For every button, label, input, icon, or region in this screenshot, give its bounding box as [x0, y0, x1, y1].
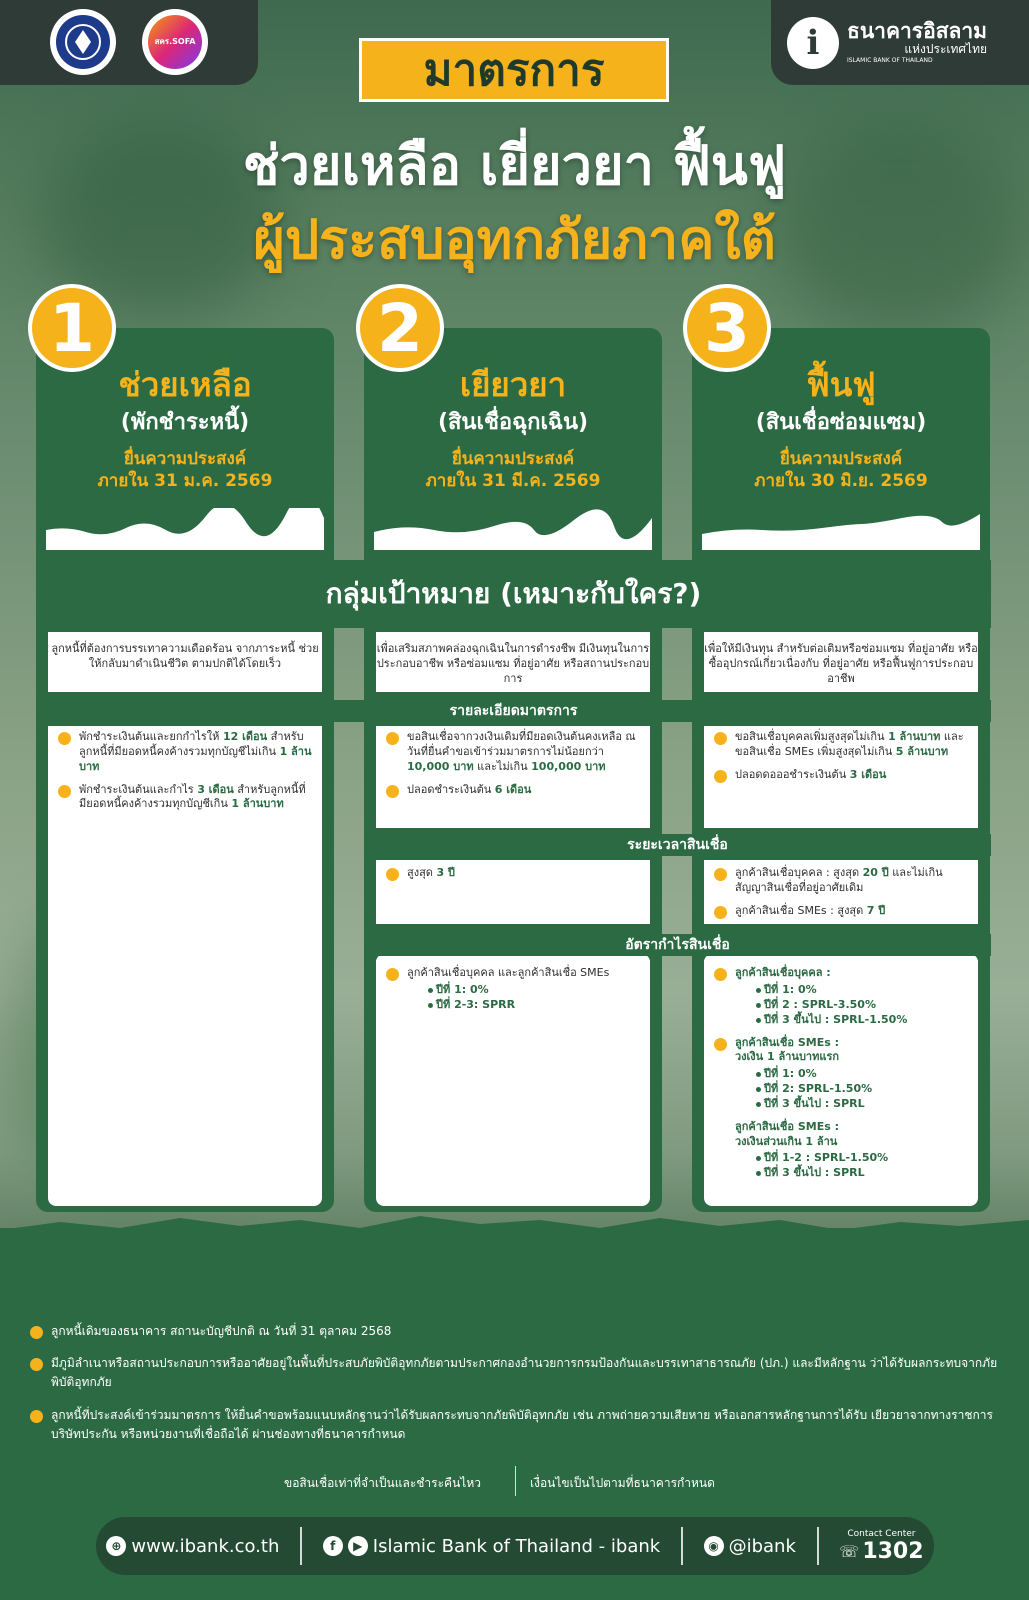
- rate-value: ปีที่ 2: SPRL-1.50%: [764, 1082, 873, 1096]
- bank-name-th-2: แห่งประเทศไทย: [904, 42, 988, 57]
- list-item: [714, 966, 968, 981]
- details-cell: [376, 726, 650, 828]
- youtube-icon: ▶: [348, 1536, 368, 1556]
- detail-text: ปลอดชำระเงินต้น: [407, 782, 495, 796]
- rate-sub-item: [756, 983, 968, 998]
- target-text: เพื่อให้มีเงินทุน สำหรับต่อเติมหรือซ่อมแซม ที่อยู่อาศัย หรือซื้ออุปกรณ์เกี่ยวเนื่องกับ ที่อยู่อาศัย หรือฟื้นฟูการประกอบอาชีพ: [704, 632, 978, 692]
- apply-label: ยื่นความประสงค์: [123, 449, 247, 469]
- line-text: @ibank: [728, 1535, 796, 1557]
- rate-value: ปีที่ 1: 0%: [436, 983, 489, 996]
- bullet-dot: [756, 1003, 761, 1008]
- card-subtitle: (พักชำระหนี้): [120, 410, 250, 435]
- card-number-badge: 3: [683, 284, 771, 372]
- phone-icon: ☏: [839, 1541, 860, 1561]
- rate-value: ปีที่ 2 : SPRL-3.50%: [764, 997, 876, 1011]
- bullet-icon: [30, 1358, 43, 1371]
- detail-text: และไม่เกินสัญญาสินเชื่อที่อยู่อาศัยเดิม: [735, 866, 943, 894]
- rate-sub-item: [756, 1151, 968, 1166]
- ministry-of-finance-logo: [50, 9, 116, 75]
- bank-logo-icon: [787, 17, 839, 69]
- deadline-text: ภายใน 30 มิ.ย. 2569: [754, 471, 928, 492]
- bullet-icon: [30, 1326, 43, 1339]
- detail-text: พักชำระเงินต้นและยกกำไรให้: [79, 730, 223, 743]
- period-cell: [704, 860, 978, 924]
- list-item: [58, 783, 312, 813]
- target-group-heading: กลุ่มเป้าหมาย (เหมาะกับใคร?): [36, 560, 991, 628]
- target-text: ลูกหนี้ที่ต้องการบรรเทาความเดือดร้อน จากภาระหนี้ ช่วยให้กลับมาดำเนินชีวิต ตามปกติได้โดยเร็ว: [48, 632, 322, 692]
- list-item: [58, 730, 312, 775]
- details-cell: [704, 726, 978, 828]
- bullet-icon: [386, 732, 399, 745]
- condition-item: [30, 1406, 1000, 1444]
- card-deadline: [692, 448, 990, 492]
- bullet-icon: [30, 1410, 43, 1423]
- detail-text: และไม่เกิน: [473, 759, 532, 773]
- card-title: ฟื้นฟู: [806, 365, 876, 404]
- bank-name-en: ISLAMIC BANK OF THAILAND: [847, 56, 933, 64]
- bullet-dot: [756, 988, 761, 993]
- detail-highlight: 1 ล้านบาท: [888, 730, 941, 743]
- rate-cell: [704, 960, 978, 1206]
- card-deadline: [36, 448, 334, 492]
- contact-center-label: Contact Center: [847, 1528, 916, 1539]
- detail-highlight: 100,000 บาท: [531, 759, 606, 773]
- target-text: เพื่อเสริมสภาพคล่องฉุกเฉินในการดำรงชีพ มีเงินทุนในการประกอบอาชีพ หรือซ่อมแซม ที่อยู่อาศัย หรือสถานประกอบการ: [376, 632, 650, 692]
- list-item: [714, 768, 968, 783]
- bullet-icon: [386, 968, 399, 981]
- bullet-dot: [428, 1003, 433, 1008]
- website-text: www.ibank.co.th: [131, 1535, 280, 1557]
- contact-center-number: [839, 1539, 923, 1564]
- contact-number-text: 1302: [862, 1538, 924, 1564]
- bullet-dot: [756, 1072, 761, 1077]
- bullet-icon: [714, 1038, 727, 1051]
- card-number-badge: 2: [356, 284, 444, 372]
- detail-highlight: 1 ล้านบาท: [79, 744, 312, 773]
- detail-text: พักชำระเงินต้นและกำไร: [79, 782, 198, 796]
- bullet-icon: [714, 968, 727, 981]
- divider: [515, 1466, 516, 1496]
- bullet-dot: [756, 1087, 761, 1092]
- detail-text: ลูกค้าสินเชื่อบุคคล : สูงสุด: [735, 866, 863, 879]
- condition-text: ลูกหนี้เดิมของธนาคาร สถานะบัญชีปกติ ณ วันที่ 31 ตุลาคม 2568: [51, 1324, 392, 1338]
- period-cell: [376, 860, 650, 924]
- bullet-icon: [714, 906, 727, 919]
- measures-tag: มาตรการ: [359, 38, 669, 102]
- line-link[interactable]: [704, 1536, 796, 1557]
- rate-head-2: วงเงินส่วนเกิน 1 ล้าน: [735, 1134, 838, 1148]
- detail-highlight: 12 เดือน: [222, 730, 268, 743]
- list-item: [714, 866, 968, 896]
- bank-logo-mark: i: [806, 22, 820, 63]
- list-item: [714, 730, 968, 760]
- ministry-of-finance-seal: [56, 15, 110, 69]
- rate-head: ลูกค้าสินเชื่อบุคคล :: [735, 966, 831, 979]
- deadline-text: ภายใน 31 ม.ค. 2569: [97, 471, 273, 492]
- rate-sub-item: [428, 983, 640, 998]
- details-cell: [48, 726, 322, 1206]
- main-subtitle: ผู้ประสบอุทกภัยภาคใต้: [253, 208, 776, 271]
- rate-value: ปีที่ 3 ขึ้นไป : SPRL-1.50%: [764, 1012, 908, 1026]
- bullet-dot: [756, 1102, 761, 1107]
- list-item: [386, 730, 640, 775]
- wave-decoration: [702, 508, 980, 550]
- sofa-seal: [148, 15, 202, 69]
- social-link[interactable]: [323, 1536, 660, 1557]
- list-item: [714, 1036, 968, 1066]
- card-subtitle: (สินเชื่อซ่อมแซม): [755, 410, 927, 435]
- detail-highlight: 20 ปี: [862, 866, 889, 879]
- rate-value: ปีที่ 1-2 : SPRL-1.50%: [764, 1151, 889, 1165]
- bullet-icon: [386, 868, 399, 881]
- rate-value: ปีที่ 1: 0%: [764, 1067, 817, 1081]
- list-item: [714, 1120, 968, 1150]
- rate-sub-item: [756, 1082, 968, 1097]
- detail-highlight: 1 ล้านบาท: [231, 797, 284, 811]
- rate-value: ปีที่ 2-3: SPRR: [436, 997, 516, 1011]
- rate-sub-item: [756, 1067, 968, 1082]
- rate-sub-item: [756, 1166, 968, 1181]
- bullet-icon: [386, 785, 399, 798]
- bullet-dot: [756, 1018, 761, 1023]
- condition-item: [30, 1354, 1000, 1392]
- sofa-logo-text: สคร.SOFA: [154, 36, 196, 46]
- card-deadline: [364, 448, 662, 492]
- detail-text: ขอสินเชื่อบุคคลเพิ่มสูงสุดไม่เกิน: [735, 730, 889, 743]
- section-heading-period: ระยะเวลาสินเชื่อ: [364, 834, 991, 856]
- contact-center[interactable]: [839, 1529, 923, 1564]
- bank-brand-panel: [771, 0, 1029, 85]
- bullet-icon: [714, 868, 727, 881]
- detail-text: ขอสินเชื่อจากวงเงินเดิมที่มียอดเงินต้นคงเหลือ ณ วันที่ยื่นคำขอเข้าร่วมมาตรการไม่น้อยกว่า: [407, 730, 636, 758]
- section-heading-details: รายละเอียดมาตรการ: [36, 700, 991, 722]
- bullet-icon: [714, 770, 727, 783]
- detail-text: สำหรับลูกหนี้ที่มียอดหนี้คงค้างรวมทุกบัญชีเกิน: [79, 782, 306, 811]
- rate-head-2: วงเงิน 1 ล้านบาทแรก: [735, 1050, 840, 1064]
- rate-sub-item: [756, 1013, 968, 1028]
- detail-highlight: 10,000 บาท: [407, 759, 474, 773]
- detail-highlight: 5 ล้านบาท: [895, 744, 949, 758]
- section-heading-rate: อัตรากำไรสินเชื่อ: [364, 934, 991, 956]
- bullet-dot: [756, 1156, 761, 1161]
- note-text: เงื่อนไขเป็นไปตามที่ธนาคารกำหนด: [530, 1476, 715, 1490]
- rate-head: ลูกค้าสินเชื่อบุคคล และลูกค้าสินเชื่อ SMEs: [407, 966, 610, 979]
- divider: [817, 1527, 819, 1565]
- bullet-icon: [714, 732, 727, 745]
- detail-highlight: 7 ปี: [866, 903, 886, 917]
- partner-logos-panel: [0, 0, 258, 85]
- rate-head: ลูกค้าสินเชื่อ SMEs :: [735, 1035, 839, 1049]
- list-item: [714, 904, 968, 919]
- divider: [681, 1527, 683, 1565]
- rate-sub-item: [756, 998, 968, 1013]
- card-title: เยียวยา: [459, 365, 567, 404]
- rate-sub-item: [428, 998, 640, 1013]
- sofa-logo: [142, 9, 208, 75]
- deadline-text: ภายใน 31 มี.ค. 2569: [425, 471, 601, 492]
- detail-highlight: 3 ปี: [436, 866, 455, 879]
- wave-decoration: [46, 508, 324, 550]
- line-icon: ◉: [704, 1536, 724, 1556]
- list-item: [386, 783, 640, 798]
- rate-head: ลูกค้าสินเชื่อ SMEs :: [735, 1119, 839, 1133]
- bank-name: [847, 21, 987, 64]
- detail-text: สูงสุด: [407, 866, 437, 879]
- card-subtitle: (สินเชื่อฉุกเฉิน): [437, 410, 589, 435]
- detail-text: และขอสินเชื่อ SMEs เพิ่มสูงสุดไม่เกิน: [735, 730, 964, 758]
- list-item: [386, 866, 640, 881]
- bank-name-th: ธนาคารอิสลาม: [847, 19, 988, 44]
- apply-label: ยื่นความประสงค์: [779, 449, 903, 469]
- detail-highlight: 6 เดือน: [494, 782, 532, 796]
- facebook-icon: f: [323, 1536, 343, 1556]
- detail-highlight: 3 เดือน: [849, 767, 887, 781]
- detail-text: สำหรับลูกหนี้ที่มียอดหนี้คงค้างรวมทุกบัญชีไม่เกิน: [79, 730, 304, 758]
- rate-cell: [376, 960, 650, 1206]
- website-link[interactable]: [106, 1536, 279, 1557]
- social-text: Islamic Bank of Thailand - ibank: [372, 1535, 661, 1557]
- card-number-badge: 1: [28, 284, 116, 372]
- list-item: [386, 966, 640, 981]
- condition-text: ลูกหนี้ที่ประสงค์เข้าร่วมมาตรการ ให้ยื่นคำขอพร้อมแนบหลักฐานว่าได้รับผลกระทบจากภัยพิบัติอุทกภัย เช่น ภาพถ่ายความเสียหาย หรือเอกสารหลักฐานการได้รับ เยียวยาจากทางราชการ บริษัทประกัน หรือหน่วยงานที่เชื่อถือได้ ผ่านช่องทางที่ธนาคารกำหนด: [51, 1408, 993, 1442]
- detail-text: ลูกค้าสินเชื่อ SMEs : สูงสุด: [735, 903, 867, 917]
- bullet-icon: [58, 732, 71, 745]
- condition-text: มีภูมิลำเนาหรือสถานประกอบการหรืออาศัยอยู่ในพื้นที่ประสบภัยพิบัติอุทกภัยตามประกาศกองอำนวยการกรมป้องกันและบรรเทาสาธารณภัย (ปภ.) และมีหลักฐาน ว่าได้รับผลกระทบจากภัยพิบัติอุทกภัย: [51, 1356, 998, 1390]
- wave-decoration: [374, 508, 652, 550]
- contact-footer: [96, 1517, 934, 1575]
- rate-value: ปีที่ 1: 0%: [764, 983, 817, 996]
- globe-icon: ⊕: [106, 1536, 126, 1556]
- apply-label: ยื่นความประสงค์: [451, 449, 575, 469]
- rate-sub-item: [756, 1097, 968, 1112]
- bullet-dot: [756, 1171, 761, 1176]
- card-title: ช่วยเหลือ: [118, 365, 252, 404]
- condition-item: [30, 1322, 1000, 1341]
- bullet-dot: [428, 988, 433, 993]
- detail-highlight: 3 เดือน: [197, 782, 234, 796]
- note-text: ขอสินเชื่อเท่าที่จำเป็นและชำระคืนไหว: [284, 1476, 481, 1490]
- rate-value: ปีที่ 3 ขึ้นไป : SPRL: [764, 1096, 865, 1110]
- detail-text: ปลอดดอออชำระเงินต้น: [735, 767, 850, 781]
- bullet-icon: [58, 785, 71, 798]
- rate-value: ปีที่ 3 ขึ้นไป : SPRL: [764, 1166, 865, 1180]
- main-title: ช่วยเหลือ เยี่ยวยา ฟื้นฟู: [242, 134, 787, 197]
- divider: [300, 1527, 302, 1565]
